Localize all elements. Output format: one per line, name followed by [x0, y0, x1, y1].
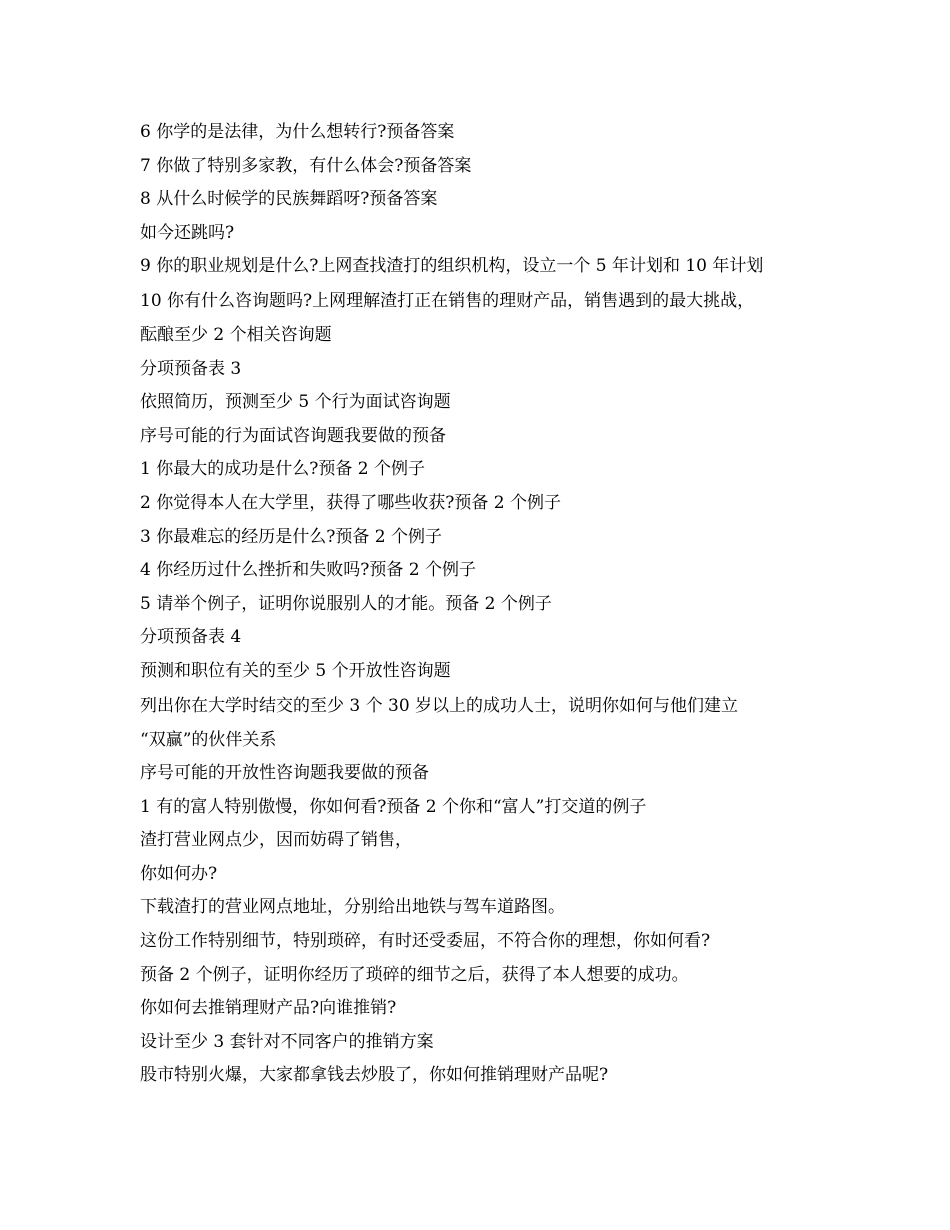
text-line-23: 你如何办? [140, 863, 218, 884]
text-line-5: 9 你的职业规划是什么?上网查找渣打的组织机构，设立一个 5 年计划和 10 年计划 [140, 256, 764, 277]
text-line-27: 你如何去推销理财产品?向谁推销? [140, 998, 397, 1019]
text-line-2: 7 你做了特别多家教，有什么体会?预备答案 [140, 155, 472, 176]
section-heading-3: 分项预备表 3 [140, 358, 242, 379]
text-line-7: 酝酿至少 2 个相关咨询题 [140, 324, 332, 345]
text-line-14: 4 你经历过什么挫折和失败吗?预备 2 个例子 [140, 560, 476, 581]
text-line-9: 依照简历，预测至少 5 个行为面试咨询题 [140, 392, 451, 413]
text-line-3: 8 从什么时候学的民族舞蹈呀?预备答案 [140, 189, 438, 210]
text-line-29: 股市特别火爆，大家都拿钱去炒股了，你如何推销理财产品呢? [140, 1065, 609, 1086]
text-line-17: 预测和职位有关的至少 5 个开放性咨询题 [140, 660, 451, 681]
text-line-28: 设计至少 3 套针对不同客户的推销方案 [140, 1031, 434, 1052]
text-line-12: 2 你觉得本人在大学里，获得了哪些收获?预备 2 个例子 [140, 492, 561, 513]
text-line-11: 1 你最大的成功是什么?预备 2 个例子 [140, 459, 425, 480]
text-line-4: 如今还跳吗? [140, 222, 235, 243]
section-heading-4: 分项预备表 4 [140, 627, 242, 648]
text-line-19: “双赢”的伙伴关系 [140, 729, 277, 750]
text-line-6: 10 你有什么咨询题吗?上网理解渣打正在销售的理财产品，销售遇到的最大挑战， [140, 290, 755, 311]
text-line-21: 1 有的富人特别傲慢，你如何看?预备 2 个你和“富人”打交道的例子 [140, 796, 647, 817]
document-body [140, 116, 830, 1093]
text-line-25: 这份工作特别细节，特别琐碎，有时还受委屈，不符合你的理想，你如何看? [140, 931, 711, 952]
text-line-18: 列出你在大学时结交的至少 3 个 30 岁以上的成功人士，说明你如何与他们建立 [140, 695, 739, 716]
text-line-22: 渣打营业网点少，因而妨碍了销售， [140, 830, 412, 851]
text-line-24: 下载渣打的营业网点地址，分别给出地铁与驾车道路图。 [140, 897, 565, 918]
text-line-15: 5 请举个例子，证明你说服别人的才能。预备 2 个例子 [140, 593, 552, 614]
table-header-open: 序号可能的开放性咨询题我要做的预备 [140, 763, 429, 784]
text-line-13: 3 你最难忘的经历是什么?预备 2 个例子 [140, 526, 442, 547]
text-line-26: 预备 2 个例子，证明你经历了琐碎的细节之后，获得了本人想要的成功。 [140, 964, 689, 985]
text-line-1: 6 你学的是法律，为什么想转行?预备答案 [140, 122, 455, 142]
table-header-behavioral: 序号可能的行为面试咨询题我要做的预备 [140, 425, 446, 446]
